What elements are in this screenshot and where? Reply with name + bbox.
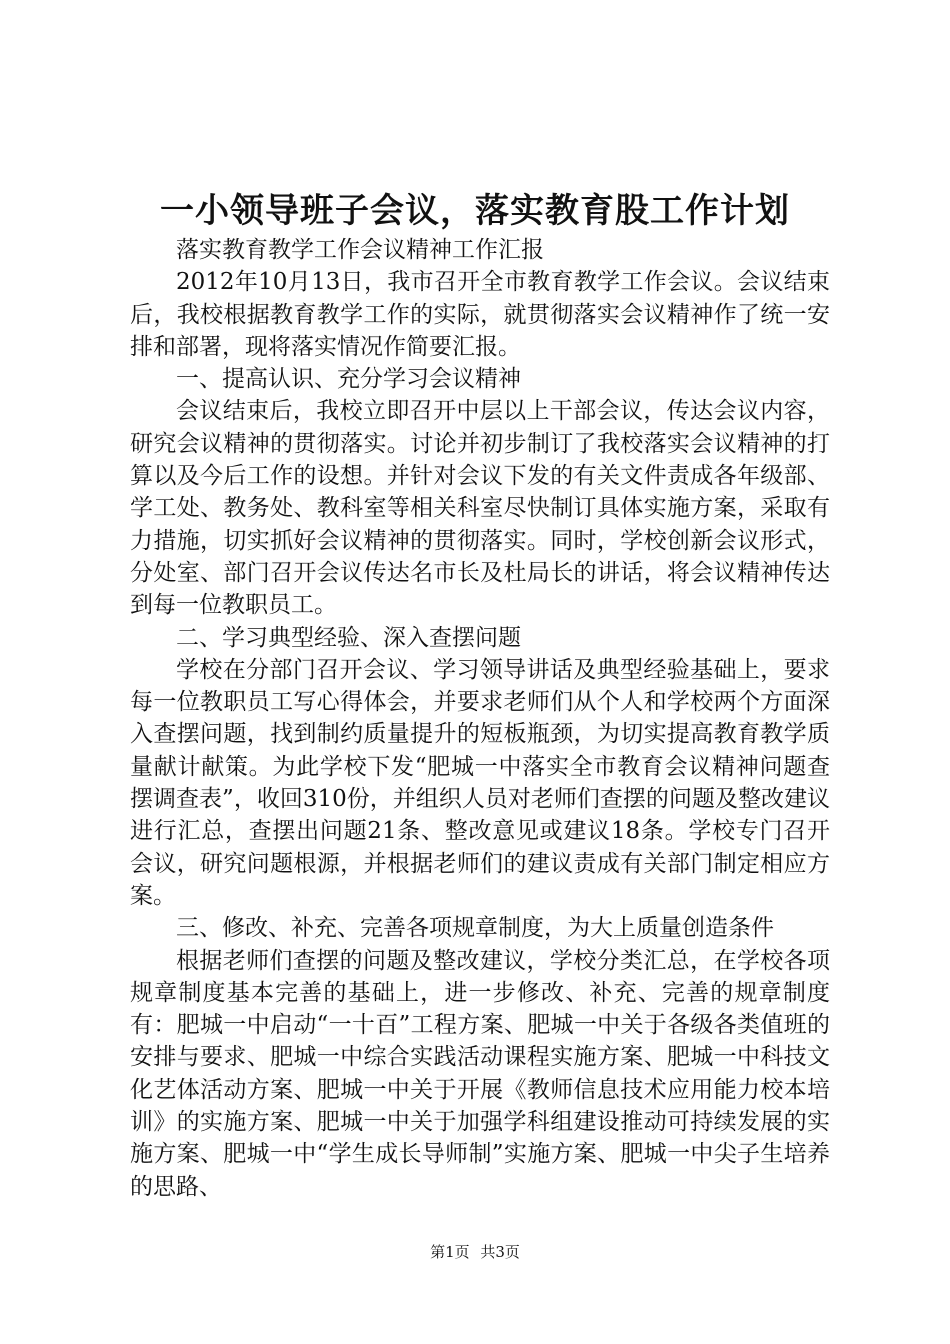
document-body: [130, 234, 830, 1203]
report-subtitle: 落实教育教学工作会议精神工作汇报: [176, 237, 544, 263]
section-heading: 二、学习典型经验、深入查摆问题: [176, 624, 521, 651]
body-paragraph: 根据老师们查摆的问题及整改建议，学校分类汇总，在学校各项规章制度基本完善的基础上，进一步修改、补充、完善的规章制度有：肥城一中启动“一十百”工程方案、肥城一中关于各级各类值班的安排与要求、肥城一中综合实践活动课程实施方案、肥城一中科技文化艺体活动方案、肥城一中关于开展《教师信息技术应用能力校本培训》的实施方案、肥城一中关于加强学科组建设推动可持续发展的实施方案、肥城一中“学生成长导师制”实施方案、肥城一中尖子生培养的思路、: [130, 947, 830, 1200]
section-heading: 一、提高认识、充分学习会议精神: [176, 366, 521, 393]
document-title: 一小领导班子会议，落实教育股工作计划: [160, 191, 790, 231]
section-heading: 三、修改、补充、完善各项规章制度，为大上质量创造条件: [176, 915, 774, 942]
page-number: 第1页: [430, 1243, 470, 1261]
page-footer: [0, 1242, 950, 1262]
body-paragraph: 会议结束后，我校立即召开中层以上干部会议，传达会议内容，研究会议精神的贯彻落实。讨论并初步制订了我校落实会议精神的打算以及今后工作的设想。并针对会议下发的有关文件责成各年级部、学工处、教务处、教科室等相关科室尽快制订具体实施方案，采取有力措施，切实抓好会议精神的贯彻落实。同时，学校创新会议形式，分处室、部门召开会议传达名市长及杜局长的讲话，将会议精神传达到每一位教职员工。: [130, 398, 830, 619]
page-total: 共3页: [480, 1243, 520, 1261]
body-paragraph: 学校在分部门召开会议、学习领导讲话及典型经验基础上，要求每一位教职员工写心得体会，并要求老师们从个人和学校两个方面深入查摆问题，找到制约质量提升的短板瓶颈，为切实提高教育教学质量献计献策。为此学校下发“肥城一中落实全市教育会议精神问题查摆调查表”，收回310份，并组织人员对老师们查摆的问题及整改建议进行汇总，查摆出问题21条、整改意见或建议18条。学校专门召开会议，研究问题根源，并根据老师们的建议责成有关部门制定相应方案。: [130, 656, 830, 909]
body-paragraph: 2012年10月13日，我市召开全市教育教学工作会议。会议结束后，我校根据教育教学工作的实际，就贯彻落实会议精神作了统一安排和部署，现将落实情况作简要汇报。: [130, 269, 830, 360]
